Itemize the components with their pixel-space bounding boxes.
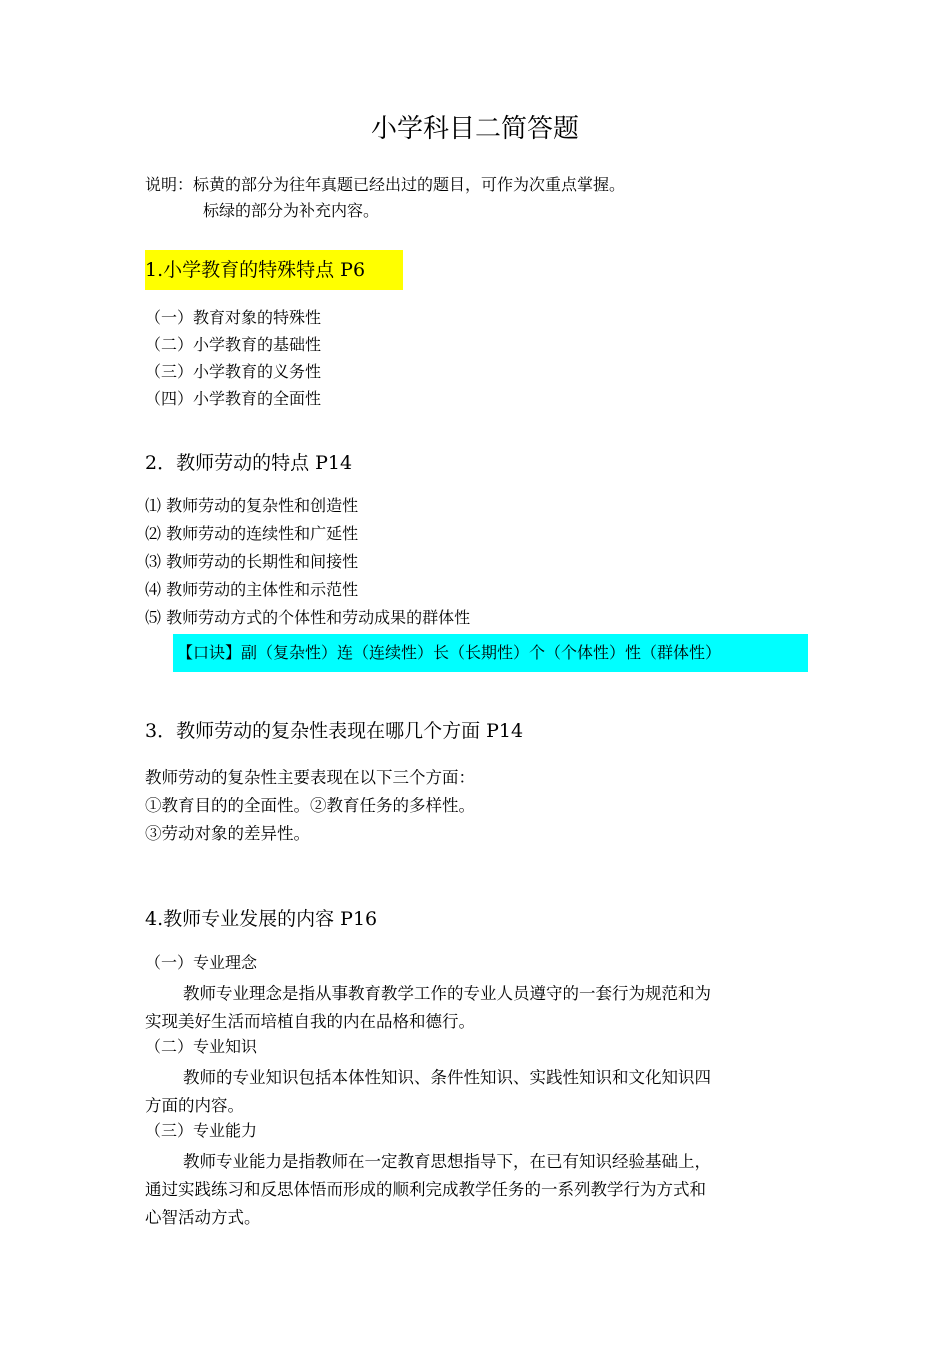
question-3-heading: 3．教师劳动的复杂性表现在哪几个方面 P14 — [145, 720, 524, 742]
question-3-answer — [145, 764, 810, 848]
section-paragraph — [145, 1064, 810, 1120]
paragraph-line: 方面的内容。 — [145, 1096, 244, 1115]
list-item: （三）小学教育的义务性 — [145, 362, 322, 381]
list-item: ⑶ 教师劳动的长期性和间接性 — [145, 552, 359, 571]
paragraph-line: 教师专业理念是指从事教育教学工作的专业人员遵守的一套行为规范和为 — [183, 984, 711, 1003]
instructions-note — [145, 172, 625, 224]
answer-line: ③劳动对象的差异性。 — [145, 824, 310, 843]
section-label: （三）专业能力 — [145, 1121, 258, 1140]
list-item: （二）小学教育的基础性 — [145, 335, 322, 354]
note-line: 说明：标黄的部分为往年真题已经出过的题目，可作为次重点掌握。 — [145, 175, 626, 194]
list-item: ⑸ 教师劳动方式的个体性和劳动成果的群体性 — [145, 608, 471, 627]
note-line: 标绿的部分为补充内容。 — [203, 201, 380, 220]
paragraph-line: 通过实践练习和反思体悟而形成的顺利完成教学任务的一系列教学行为方式和 — [145, 1180, 706, 1199]
section-label: （二）专业知识 — [145, 1037, 258, 1056]
paragraph-line: 实现美好生活而培植自我的内在品格和德行。 — [145, 1012, 475, 1031]
list-item: ⑴ 教师劳动的复杂性和创造性 — [145, 496, 359, 515]
section-paragraph — [145, 980, 810, 1036]
question-1-list — [145, 304, 321, 412]
answer-line: ①教育目的的全面性。②教育任务的多样性。 — [145, 796, 475, 815]
list-item: （一）教育对象的特殊性 — [145, 308, 322, 327]
list-item: ⑷ 教师劳动的主体性和示范性 — [145, 580, 359, 599]
list-item: （四）小学教育的全面性 — [145, 389, 322, 408]
question-4-heading: 4.教师专业发展的内容 P16 — [145, 908, 378, 930]
paragraph-line: 教师专业能力是指教师在一定教育思想指导下，在已有知识经验基础上， — [183, 1152, 711, 1171]
question-2-heading: 2．教师劳动的特点 P14 — [145, 452, 353, 474]
answer-line: 教师劳动的复杂性主要表现在以下三个方面： — [145, 768, 475, 787]
section-paragraph — [145, 1148, 810, 1232]
question-1-heading-highlighted: 1.小学教育的特殊特点 P6 — [145, 250, 403, 290]
page-title: 小学科目二简答题 — [370, 114, 579, 144]
mnemonic-highlight: 【口诀】副（复杂性）连（连续性）长（长期性）个（个体性）性（群体性） — [173, 634, 808, 672]
paragraph-line: 教师的专业知识包括本体性知识、条件性知识、实践性知识和文化知识四 — [183, 1068, 711, 1087]
question-2-list — [145, 492, 470, 632]
section-label: （一）专业理念 — [145, 953, 258, 972]
paragraph-line: 心智活动方式。 — [145, 1208, 261, 1227]
list-item: ⑵ 教师劳动的连续性和广延性 — [145, 524, 359, 543]
